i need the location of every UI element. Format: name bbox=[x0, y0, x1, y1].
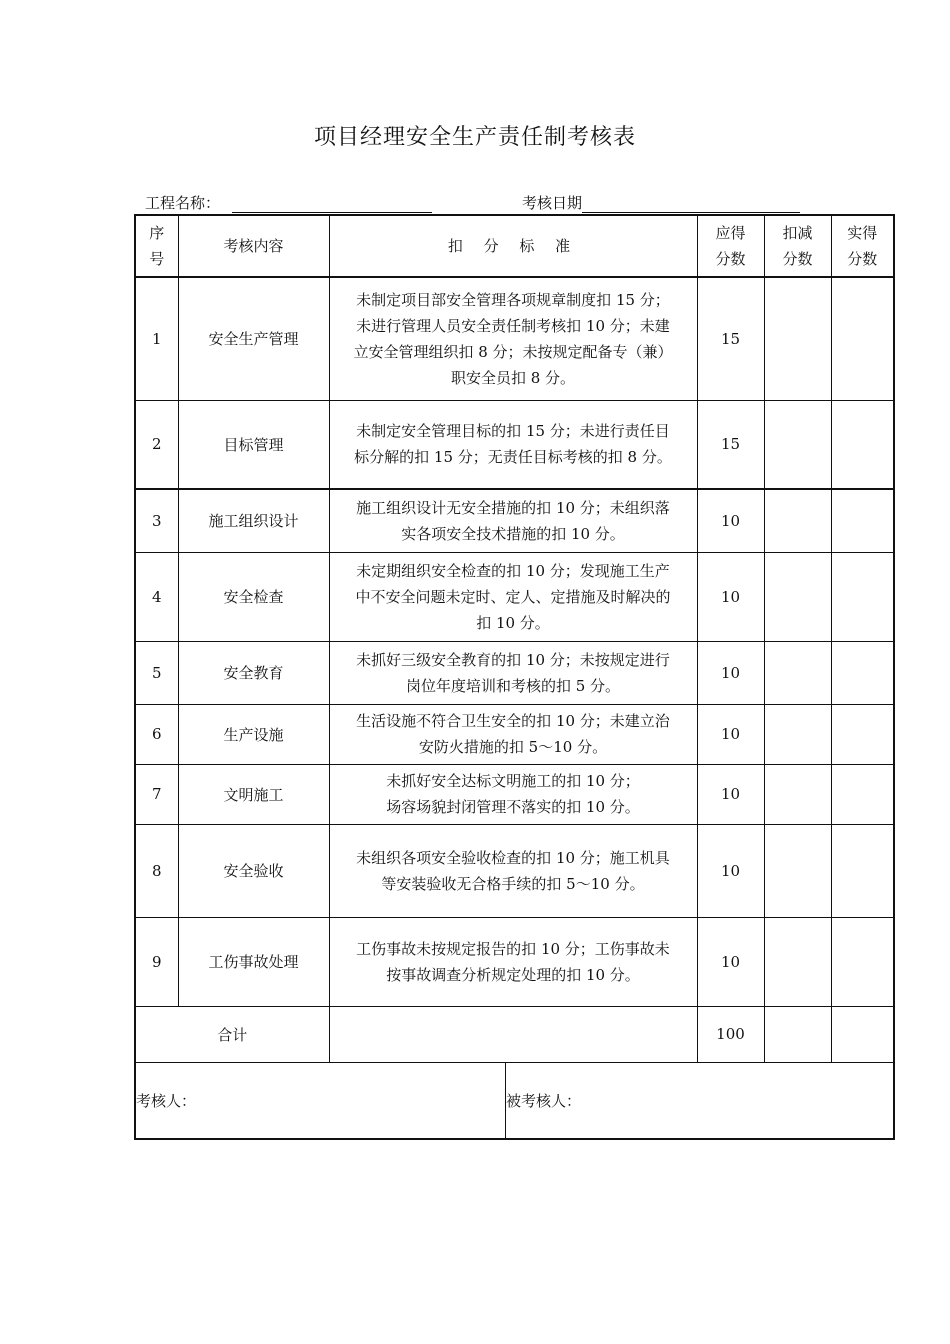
row-content: 生产设施 bbox=[178, 704, 329, 764]
signature-row bbox=[135, 1062, 894, 1139]
table-row bbox=[135, 704, 894, 764]
header-actual-score: 实得 分数 bbox=[831, 215, 894, 277]
table-row bbox=[135, 917, 894, 1006]
row-max-score: 10 bbox=[697, 917, 764, 1006]
table-header-row bbox=[135, 215, 894, 277]
total-max-score: 100 bbox=[697, 1006, 764, 1062]
assessment-table bbox=[134, 214, 895, 1140]
row-actual-score[interactable] bbox=[831, 489, 894, 552]
row-actual-score[interactable] bbox=[831, 824, 894, 917]
row-actual-score[interactable] bbox=[831, 400, 894, 489]
row-standard: 工伤事故未按规定报告的扣 10 分；工伤事故未 按事故调查分析规定处理的扣 10 分。 bbox=[329, 917, 697, 1006]
assessment-date-input[interactable] bbox=[582, 196, 800, 213]
project-name-label: 工程名称： bbox=[145, 194, 221, 212]
row-standard: 施工组织设计无安全措施的扣 10 分；未组织落 实各项安全技术措施的扣 10 分。 bbox=[329, 489, 697, 552]
total-standard bbox=[329, 1006, 697, 1062]
assessment-date-field bbox=[522, 192, 800, 213]
row-index: 6 bbox=[135, 704, 178, 764]
table-row bbox=[135, 400, 894, 489]
project-name-field bbox=[145, 192, 432, 213]
row-standard: 未抓好安全达标文明施工的扣 10 分； 场容场貌封闭管理不落实的扣 10 分。 bbox=[329, 764, 697, 824]
row-deduct-score[interactable] bbox=[764, 641, 831, 704]
row-deduct-score[interactable] bbox=[764, 704, 831, 764]
signature-cell bbox=[135, 1062, 894, 1139]
row-max-score: 10 bbox=[697, 824, 764, 917]
assessment-date-label: 考核日期 bbox=[522, 194, 583, 212]
row-deduct-score[interactable] bbox=[764, 489, 831, 552]
row-standard: 未定期组织安全检查的扣 10 分；发现施工生产 中不安全问题未定时、定人、定措施及时解决的 扣 10 分。 bbox=[329, 552, 697, 641]
row-standard: 未制定安全管理目标的扣 15 分；未进行责任目 标分解的扣 15 分；无责任目标考核的扣 8 分。 bbox=[329, 400, 697, 489]
row-index: 3 bbox=[135, 489, 178, 552]
header-deduct-score: 扣减 分数 bbox=[764, 215, 831, 277]
row-index: 5 bbox=[135, 641, 178, 704]
row-standard: 未抓好三级安全教育的扣 10 分；未按规定进行 岗位年度培训和考核的扣 5 分。 bbox=[329, 641, 697, 704]
table-row bbox=[135, 764, 894, 824]
row-index: 1 bbox=[135, 277, 178, 400]
total-label: 合计 bbox=[135, 1006, 329, 1062]
assessee-label: 被考核人： bbox=[506, 1091, 582, 1110]
assessee-signature[interactable] bbox=[506, 1063, 893, 1138]
header-content: 考核内容 bbox=[178, 215, 329, 277]
row-standard: 生活设施不符合卫生安全的扣 10 分；未建立治 安防火措施的扣 5～10 分。 bbox=[329, 704, 697, 764]
row-max-score: 10 bbox=[697, 489, 764, 552]
total-actual-score[interactable] bbox=[831, 1006, 894, 1062]
row-content: 安全验收 bbox=[178, 824, 329, 917]
row-index: 2 bbox=[135, 400, 178, 489]
row-actual-score[interactable] bbox=[831, 764, 894, 824]
row-deduct-score[interactable] bbox=[764, 400, 831, 489]
row-deduct-score[interactable] bbox=[764, 277, 831, 400]
page-title: 项目经理安全生产责任制考核表 bbox=[313, 125, 636, 150]
row-actual-score[interactable] bbox=[831, 552, 894, 641]
row-actual-score[interactable] bbox=[831, 917, 894, 1006]
row-content: 工伤事故处理 bbox=[178, 917, 329, 1006]
row-max-score: 15 bbox=[697, 277, 764, 400]
row-max-score: 10 bbox=[697, 552, 764, 641]
row-content: 目标管理 bbox=[178, 400, 329, 489]
table-row bbox=[135, 489, 894, 552]
header-standard: 扣 分 标 准 bbox=[329, 215, 697, 277]
row-deduct-score[interactable] bbox=[764, 824, 831, 917]
row-deduct-score[interactable] bbox=[764, 552, 831, 641]
row-index: 9 bbox=[135, 917, 178, 1006]
table-row bbox=[135, 277, 894, 400]
table-row bbox=[135, 552, 894, 641]
row-max-score: 10 bbox=[697, 641, 764, 704]
row-content: 安全生产管理 bbox=[178, 277, 329, 400]
header-max-score: 应得 分数 bbox=[697, 215, 764, 277]
header-index: 序 号 bbox=[135, 215, 178, 277]
project-name-input[interactable] bbox=[232, 196, 432, 213]
row-deduct-score[interactable] bbox=[764, 764, 831, 824]
row-actual-score[interactable] bbox=[831, 704, 894, 764]
total-row bbox=[135, 1006, 894, 1062]
row-content: 施工组织设计 bbox=[178, 489, 329, 552]
row-content: 安全教育 bbox=[178, 641, 329, 704]
row-standard: 未组织各项安全验收检查的扣 10 分；施工机具 等安装验收无合格手续的扣 5～10 分。 bbox=[329, 824, 697, 917]
table-row bbox=[135, 641, 894, 704]
total-deduct-score[interactable] bbox=[764, 1006, 831, 1062]
row-deduct-score[interactable] bbox=[764, 917, 831, 1006]
row-max-score: 10 bbox=[697, 704, 764, 764]
assessor-label: 考核人： bbox=[136, 1091, 197, 1110]
row-index: 7 bbox=[135, 764, 178, 824]
row-max-score: 10 bbox=[697, 764, 764, 824]
row-actual-score[interactable] bbox=[831, 641, 894, 704]
row-actual-score[interactable] bbox=[831, 277, 894, 400]
row-standard: 未制定项目部安全管理各项规章制度扣 15 分； 未进行管理人员安全责任制考核扣 10 分；未建 立安全管理组织扣 8 分；未按规定配备专（兼） 职安全员扣 8 分。 bbox=[329, 277, 697, 400]
row-content: 文明施工 bbox=[178, 764, 329, 824]
row-index: 8 bbox=[135, 824, 178, 917]
assessor-signature[interactable] bbox=[136, 1063, 506, 1138]
table-row bbox=[135, 824, 894, 917]
row-max-score: 15 bbox=[697, 400, 764, 489]
row-content: 安全检查 bbox=[178, 552, 329, 641]
row-index: 4 bbox=[135, 552, 178, 641]
